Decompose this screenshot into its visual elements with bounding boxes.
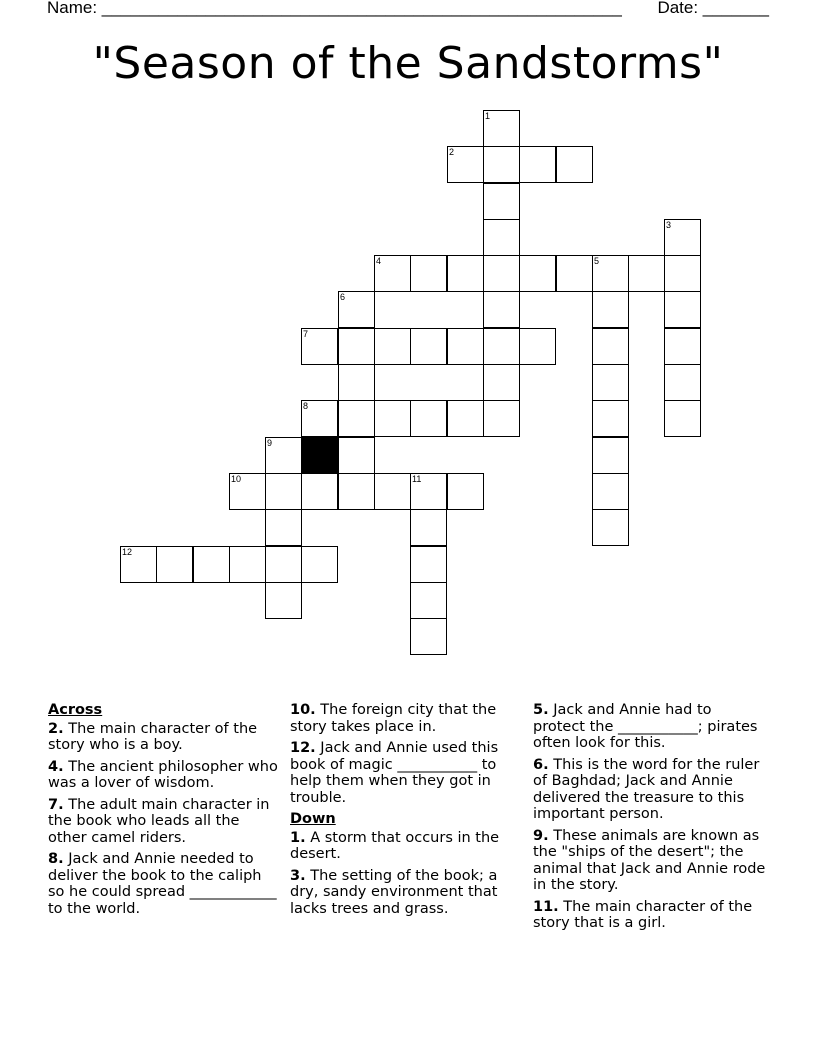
grid-cell[interactable] bbox=[338, 473, 375, 510]
clue-text: Jack and Annie needed to deliver the book to the caliph so he could spread ____________ to the world. bbox=[48, 851, 277, 917]
grid-cell[interactable] bbox=[338, 328, 375, 365]
clue-number-label: 8. bbox=[48, 851, 64, 867]
clue-text: Jack and Annie used this book of magic ___________ to help them when they got in trouble. bbox=[290, 740, 499, 806]
clue-number: 9 bbox=[267, 438, 273, 448]
clue-item bbox=[48, 721, 278, 754]
grid-cell[interactable] bbox=[483, 183, 520, 220]
grid-cell[interactable] bbox=[301, 400, 338, 437]
grid-cell[interactable] bbox=[338, 291, 375, 328]
clue-number-label: 3. bbox=[290, 867, 306, 884]
grid-cell[interactable] bbox=[592, 364, 629, 401]
grid-cell[interactable] bbox=[519, 328, 556, 365]
clue-number: 6 bbox=[340, 292, 346, 302]
grid-cell[interactable] bbox=[592, 291, 629, 328]
clue-number-label: 2. bbox=[48, 720, 64, 737]
clues-column-1 bbox=[48, 702, 278, 922]
grid-cell[interactable] bbox=[338, 364, 375, 401]
grid-cell[interactable] bbox=[519, 255, 556, 292]
grid-cell[interactable] bbox=[664, 291, 701, 328]
clue-number: 8 bbox=[303, 401, 309, 411]
grid-cell[interactable] bbox=[374, 473, 411, 510]
grid-cell[interactable] bbox=[483, 110, 520, 147]
grid-cell[interactable] bbox=[374, 328, 411, 365]
grid-cell[interactable] bbox=[410, 509, 447, 546]
clues-column-2 bbox=[290, 702, 525, 922]
grid-cell[interactable] bbox=[592, 255, 629, 292]
clue-text: Jack and Annie had to protect the ___________; pirates often look for this. bbox=[533, 702, 758, 751]
clue-item bbox=[48, 851, 278, 917]
clue-text: This is the word for the ruler of Baghdad; Jack and Annie delivered the treasure to this important person. bbox=[533, 756, 760, 822]
grid-cell[interactable] bbox=[483, 255, 520, 292]
grid-cell[interactable] bbox=[447, 328, 484, 365]
grid-cell[interactable] bbox=[410, 582, 447, 619]
grid-cell[interactable] bbox=[556, 255, 593, 292]
grid-cell[interactable] bbox=[664, 328, 701, 365]
grid-cell[interactable] bbox=[410, 473, 447, 510]
clue-number-label: 6. bbox=[533, 756, 549, 773]
black-square bbox=[301, 437, 338, 474]
grid-cell[interactable] bbox=[265, 437, 302, 474]
grid-cell[interactable] bbox=[664, 255, 701, 292]
grid-cell[interactable] bbox=[592, 400, 629, 437]
grid-cell[interactable] bbox=[301, 473, 338, 510]
clue-number-label: 12. bbox=[290, 740, 316, 756]
clue-number: 1 bbox=[485, 111, 491, 121]
clue-item bbox=[533, 702, 768, 752]
clue-number: 5 bbox=[594, 256, 600, 266]
clue-item bbox=[533, 899, 768, 932]
grid-cell[interactable] bbox=[447, 473, 484, 510]
grid-cell[interactable] bbox=[374, 255, 411, 292]
grid-cell[interactable] bbox=[447, 255, 484, 292]
clue-item bbox=[48, 759, 278, 792]
grid-cell[interactable] bbox=[301, 328, 338, 365]
grid-cell[interactable] bbox=[556, 146, 593, 183]
grid-cell[interactable] bbox=[664, 364, 701, 401]
grid-cell[interactable] bbox=[410, 400, 447, 437]
clue-number: 10 bbox=[231, 474, 242, 484]
grid-cell[interactable] bbox=[120, 546, 157, 583]
clue-text: A storm that occurs in the desert. bbox=[290, 829, 500, 862]
clue-item bbox=[290, 702, 525, 735]
grid-cell[interactable] bbox=[410, 546, 447, 583]
clue-number: 12 bbox=[122, 547, 133, 557]
grid-cell[interactable] bbox=[664, 219, 701, 256]
clue-item bbox=[533, 757, 768, 823]
clues-column-3 bbox=[533, 702, 768, 937]
grid-cell[interactable] bbox=[483, 219, 520, 256]
clue-text: These animals are known as the "ships of the desert"; the animal that Jack and Annie rode in the story. bbox=[533, 827, 766, 893]
clue-number-label: 10. bbox=[290, 702, 316, 718]
clue-number-label: 7. bbox=[48, 796, 64, 813]
clue-item bbox=[290, 740, 525, 806]
grid-cell[interactable] bbox=[664, 400, 701, 437]
grid-cell[interactable] bbox=[301, 546, 338, 583]
grid-cell[interactable] bbox=[447, 400, 484, 437]
name-field-label[interactable]: Name: _______________________________________________________ bbox=[47, 0, 622, 17]
across-heading: Across bbox=[48, 702, 103, 718]
grid-cell[interactable] bbox=[483, 328, 520, 365]
clue-text: The adult main character in the book who leads all the other camel riders. bbox=[48, 796, 270, 846]
clue-text: The ancient philosopher who was a lover of wisdom. bbox=[48, 758, 278, 791]
grid-cell[interactable] bbox=[410, 255, 447, 292]
grid-cell[interactable] bbox=[592, 509, 629, 546]
clue-number-label: 9. bbox=[533, 827, 549, 844]
clue-item bbox=[48, 797, 278, 847]
grid-cell[interactable] bbox=[193, 546, 230, 583]
grid-cell[interactable] bbox=[338, 400, 375, 437]
grid-cell[interactable] bbox=[592, 328, 629, 365]
clue-number-label: 5. bbox=[533, 702, 549, 718]
grid-cell[interactable] bbox=[265, 509, 302, 546]
date-field-label[interactable]: Date: _______ bbox=[657, 0, 769, 17]
clue-item bbox=[290, 830, 525, 863]
page-title: "Season of the Sandstorms" bbox=[92, 38, 724, 89]
clue-text: The main character of the story who is a boy. bbox=[48, 720, 258, 753]
grid-cell[interactable] bbox=[592, 437, 629, 474]
clue-number-label: 11. bbox=[533, 898, 559, 915]
grid-cell[interactable] bbox=[229, 546, 266, 583]
grid-cell[interactable] bbox=[338, 437, 375, 474]
grid-cell[interactable] bbox=[265, 582, 302, 619]
grid-cell[interactable] bbox=[519, 146, 556, 183]
clue-number: 2 bbox=[449, 147, 455, 157]
grid-cell[interactable] bbox=[592, 473, 629, 510]
grid-cell[interactable] bbox=[410, 328, 447, 365]
clue-text: The setting of the book; a dry, sandy environment that lacks trees and grass. bbox=[290, 867, 498, 917]
grid-cell[interactable] bbox=[447, 146, 484, 183]
clue-number-label: 1. bbox=[290, 829, 306, 846]
down-heading: Down bbox=[290, 811, 336, 827]
clue-number: 3 bbox=[666, 220, 672, 230]
clue-number: 4 bbox=[376, 256, 382, 266]
grid-cell[interactable] bbox=[483, 364, 520, 401]
clue-number: 11 bbox=[412, 474, 422, 484]
grid-cell[interactable] bbox=[374, 400, 411, 437]
clue-text: The foreign city that the story takes place in. bbox=[290, 702, 497, 735]
grid-cell[interactable] bbox=[483, 400, 520, 437]
clue-item bbox=[533, 828, 768, 894]
grid-cell[interactable] bbox=[156, 546, 193, 583]
grid-cell[interactable] bbox=[410, 618, 447, 655]
clue-number-label: 4. bbox=[48, 758, 64, 775]
grid-cell[interactable] bbox=[483, 291, 520, 328]
grid-cell[interactable] bbox=[265, 546, 302, 583]
clue-number: 7 bbox=[303, 329, 309, 339]
clue-text: The main character of the story that is a girl. bbox=[533, 898, 753, 931]
grid-cell[interactable] bbox=[229, 473, 266, 510]
clue-item bbox=[290, 868, 525, 918]
grid-cell[interactable] bbox=[265, 473, 302, 510]
grid-cell[interactable] bbox=[628, 255, 665, 292]
grid-cell[interactable] bbox=[483, 146, 520, 183]
